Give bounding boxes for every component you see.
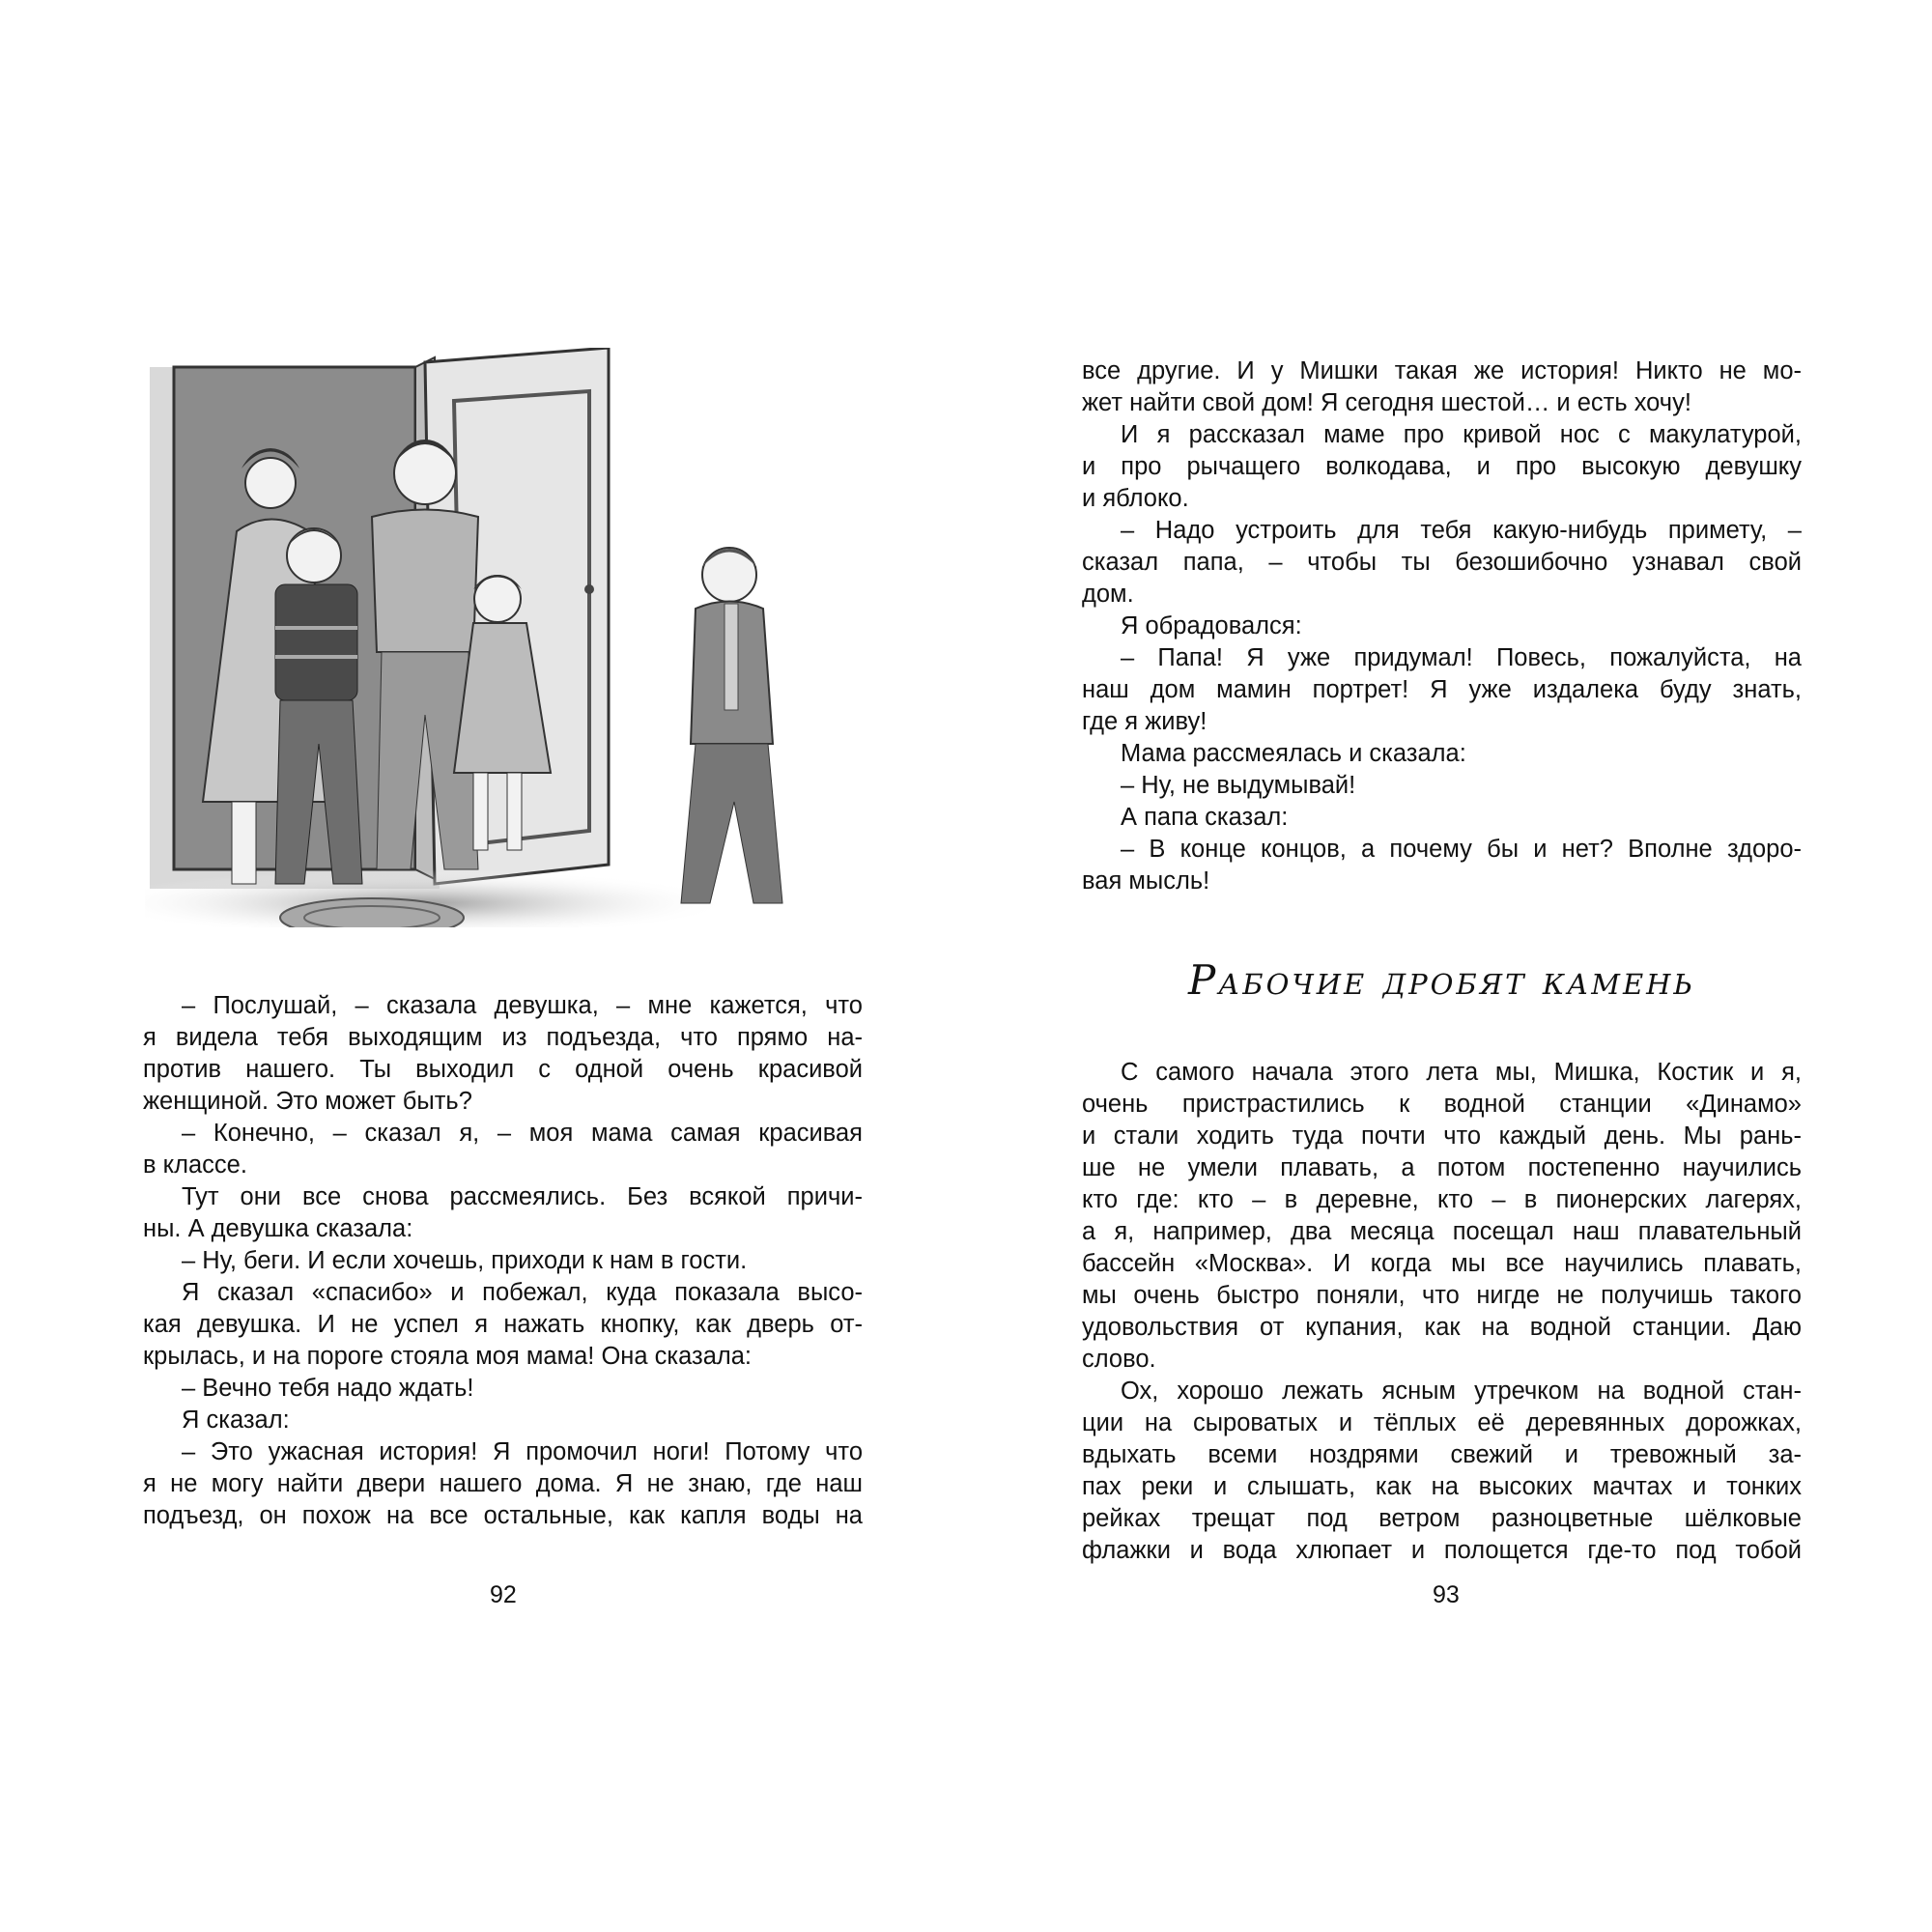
text-line: жет найти свой дом! Я сегодня шестой… и есть хочу! [1082, 389, 1691, 416]
text-line: и про рычащего волкодава, и про высокую девушку [1082, 453, 1802, 480]
text-line: рейках трещат под ветром разноцветные шёлковые [1082, 1505, 1802, 1532]
text-line: я видела тебя выходящим из подъезда, что прямо на- [143, 1024, 863, 1051]
text-line: и яблоко. [1082, 485, 1189, 512]
text-line: женщиной. Это может быть? [143, 1088, 472, 1115]
text-line: Тут они все снова рассмеялись. Без всякой причи- [182, 1183, 863, 1210]
text-line: флажки и вода хлюпает и полощется где-то под тобой [1082, 1537, 1802, 1564]
text-line: – Послушай, – сказала девушка, – мне кажется, что [182, 992, 863, 1019]
text-line: – Конечно, – сказал я, – моя мама самая красивая [182, 1120, 863, 1147]
text-line: наш дом мамин портрет! Я уже издалека буду знать, [1082, 676, 1802, 703]
page-number: 92 [490, 1581, 517, 1608]
text-line: крылась, и на пороге стояла моя мама! Она сказала: [143, 1343, 753, 1370]
text-line: И я рассказал маме про кривой нос с макулатурой, [1121, 421, 1802, 448]
text-line: подъезд, он похож на все остальные, как капля воды на [143, 1502, 863, 1529]
text-line: слово. [1082, 1346, 1156, 1373]
text-line: вая мысль! [1082, 867, 1210, 895]
text-line: кая девушка. И не успел я нажать кнопку, как дверь от- [143, 1311, 863, 1338]
text-line: ны. А девушка сказала: [143, 1215, 413, 1242]
text-line: – Ну, беги. И если хочешь, приходи к нам в гости. [182, 1247, 748, 1274]
text-line: Я обрадовался: [1121, 612, 1302, 639]
text-line: все другие. И у Мишки такая же история! Никто не мо- [1082, 357, 1802, 384]
text-line: – Это ужасная история! Я промочил ноги! Потому что [182, 1438, 863, 1465]
text-line: кто где: кто – в деревне, кто – в пионерских лагерях, [1082, 1186, 1802, 1213]
text-line: а я, например, два месяца посещал наш плавательный [1082, 1218, 1802, 1245]
right-page-text-top [1082, 355, 1802, 897]
text-line: дом. [1082, 581, 1134, 608]
text-line: – Надо устроить для тебя какую-нибудь примету, – [1121, 517, 1802, 544]
family-at-door-illustration [145, 348, 869, 927]
text-line: – Папа! Я уже придумал! Повесь, пожалуйста, на [1121, 644, 1802, 671]
left-page-text [143, 990, 863, 1532]
right-page-text-bottom [1082, 1057, 1802, 1567]
text-line: пах реки и слышать, как на высоких мачтах и тонких [1082, 1473, 1802, 1500]
text-line: где я живу! [1082, 708, 1208, 735]
text-line: Мама рассмеялась и сказала: [1121, 740, 1466, 767]
right-page [966, 0, 1932, 1932]
text-line: бассейн «Москва». И когда мы все научились плавать, [1082, 1250, 1802, 1277]
text-line: А папа сказал: [1121, 804, 1289, 831]
text-line: очень пристрастились к водной станции «Динамо» [1082, 1091, 1802, 1118]
text-line: С самого начала этого лета мы, Мишка, Костик и я, [1121, 1059, 1802, 1086]
text-line: – Вечно тебя надо ждать! [182, 1375, 474, 1402]
text-line: ции на сыроватых и тёплых её деревянных дорожках, [1082, 1409, 1802, 1436]
text-line: против нашего. Ты выходил с одной очень красивой [143, 1056, 863, 1083]
page-number: 93 [1433, 1581, 1460, 1608]
text-line: мы очень быстро поняли, что нигде не получишь такого [1082, 1282, 1802, 1309]
text-line: вдыхать всеми ноздрями свежий и тревожный за- [1082, 1441, 1802, 1468]
chapter-title: Рабочие дробят камень [1188, 956, 1695, 1004]
text-line: – Ну, не выдумывай! [1121, 772, 1356, 799]
text-line: Я сказал: [182, 1406, 290, 1434]
text-line: я не могу найти двери нашего дома. Я не знаю, где наш [143, 1470, 863, 1497]
text-line: сказал папа, – чтобы ты безошибочно узнавал свой [1082, 549, 1802, 576]
text-line: Я сказал «спасибо» и побежал, куда показала высо- [182, 1279, 863, 1306]
text-line: удовольствия от купания, как на водной станции. Даю [1082, 1314, 1802, 1341]
text-line: ше не умели плавать, а потом постепенно научились [1082, 1154, 1802, 1181]
text-line: в классе. [143, 1151, 247, 1179]
text-line: и стали ходить туда почти что каждый день. Мы рань- [1082, 1122, 1802, 1150]
text-line: Ох, хорошо лежать ясным утречком на водной стан- [1121, 1378, 1802, 1405]
text-line: – В конце концов, а почему бы и нет? Вполне здоро- [1121, 836, 1802, 863]
